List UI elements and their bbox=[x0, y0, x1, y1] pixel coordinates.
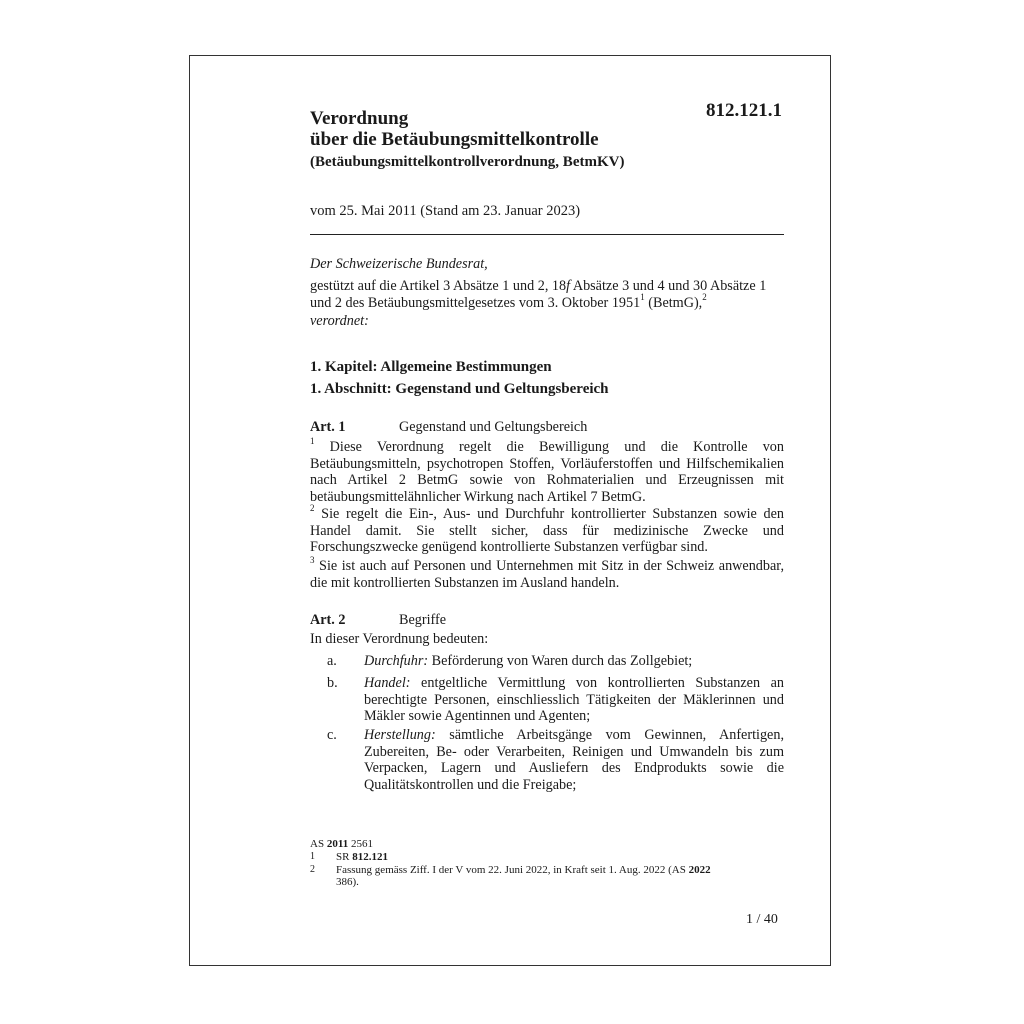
as-year: 2011 bbox=[326, 838, 349, 850]
preamble-authority: Der Schweizerische Bundesrat, bbox=[310, 256, 488, 272]
article-1-paragraph-2 bbox=[310, 503, 784, 556]
footnote-text bbox=[336, 851, 736, 863]
basis-text: Absätze 3 und 4 und 30 Absätze 1 und 2 des Betäubungsmittelgesetzes vom 3. Oktober 1951 bbox=[310, 278, 767, 311]
document-page bbox=[189, 55, 831, 966]
definition: sämtliche Arbeitsgänge vom Gewinnen, Anfertigen, Zubereiten, Be- oder Verarbeiten, Reinigen und Umwandeln bis zum Verpacken, Lagern und Ausliefern des Endprodukts sowie die Qualitätskontrollen und die Freigabe; bbox=[364, 727, 784, 793]
as-prefix: AS bbox=[310, 838, 327, 850]
footnote-ref[interactable]: 1 bbox=[640, 291, 645, 302]
item-text bbox=[364, 653, 784, 670]
footnote-as-year: 2022 bbox=[688, 864, 711, 876]
title-line-2: über die Betäubungsmittelkontrolle bbox=[310, 129, 599, 150]
item-letter: a. bbox=[327, 653, 337, 669]
chapter-heading: 1. Kapitel: Allgemeine Bestimmungen bbox=[310, 359, 552, 375]
footnote-text bbox=[336, 864, 736, 888]
article-2-number: Art. 2 bbox=[310, 612, 346, 628]
as-reference bbox=[310, 838, 373, 850]
basis-letter: f bbox=[566, 278, 571, 294]
article-2-title: Begriffe bbox=[399, 612, 447, 628]
subtitle: (Betäubungsmittelkontrollverordnung, BetmKV) bbox=[310, 154, 625, 170]
article-2-intro: In dieser Verordnung bedeuten: bbox=[310, 631, 489, 647]
item-letter: c. bbox=[327, 727, 337, 743]
as-page: 2561 bbox=[348, 838, 373, 850]
title-rule bbox=[310, 234, 784, 235]
paragraph-number: 1 bbox=[310, 436, 315, 447]
item-text bbox=[364, 675, 784, 725]
preamble-decrees: verordnet: bbox=[310, 313, 369, 329]
item-text bbox=[364, 727, 784, 793]
item-letter: b. bbox=[327, 675, 338, 691]
paragraph-number: 2 bbox=[310, 503, 315, 514]
footnote-2 bbox=[190, 864, 830, 890]
date-line: vom 25. Mai 2011 (Stand am 23. Januar 2023) bbox=[310, 203, 581, 219]
footnote-prefix: SR bbox=[336, 851, 353, 863]
article-1-paragraph-3 bbox=[310, 555, 784, 591]
footnote-number: 2 bbox=[310, 864, 315, 875]
footnote-1 bbox=[190, 851, 830, 865]
footnote-number: 1 bbox=[310, 851, 315, 862]
defined-term: Durchfuhr: bbox=[364, 653, 429, 669]
article-1-number: Art. 1 bbox=[310, 419, 346, 435]
article-1-title: Gegenstand und Geltungsbereich bbox=[399, 419, 588, 435]
footnote-sr: 812.121 bbox=[352, 851, 388, 863]
paragraph-number: 3 bbox=[310, 555, 315, 566]
defined-term: Handel: bbox=[364, 675, 411, 691]
sr-number: 812.121.1 bbox=[706, 100, 782, 121]
footnote-ref[interactable]: 2 bbox=[702, 291, 707, 302]
preamble-basis bbox=[310, 278, 784, 311]
definition: entgeltliche Vermittlung von kontrollierten Substanzen an berechtigte Personen, einschliesslich Tätigkeiten der Mäklerinnen und Mäkler sowie Agentinnen und Agenten; bbox=[364, 675, 784, 724]
defined-term: Herstellung: bbox=[364, 727, 436, 743]
paragraph-text: Diese Verordnung regelt die Bewilligung und die Kontrolle von Betäubungsmitteln, psychotropen Stoffen, Vorläuferstoffen und Hilfschemikalien nach Artikel 2 BetmG sowie von Rohmaterialien und Erzeugnissen mit betäubungsmittelähnlicher Wirkung nach Artikel 7 BetmG. bbox=[310, 439, 784, 505]
title-line-1: Verordnung bbox=[310, 108, 409, 129]
basis-text: (BetmG), bbox=[644, 294, 703, 311]
basis-text: gestützt auf die Artikel 3 Absätze 1 und 2, 18 bbox=[310, 278, 567, 294]
section-heading: 1. Abschnitt: Gegenstand und Geltungsbereich bbox=[310, 381, 609, 397]
footnote-suffix: 386). bbox=[336, 876, 359, 888]
page-number: 1 / 40 bbox=[746, 912, 778, 927]
footnote-body: Fassung gemäss Ziff. I der V vom 22. Juni 2022, in Kraft seit 1. Aug. 2022 (AS bbox=[336, 864, 689, 876]
paragraph-text: Sie ist auch auf Personen und Unternehmen mit Sitz in der Schweiz anwendbar, die mit kontrollierten Substanzen im Ausland handeln. bbox=[310, 558, 784, 591]
paragraph-text: Sie regelt die Ein-, Aus- und Durchfuhr kontrollierter Substanzen sowie den Handel damit. Sie stellt sicher, dass für medizinische Zwecke und Forschungszwecke genügend kontrollierte Substanzen verfügbar sind. bbox=[310, 506, 784, 555]
article-1-paragraph-1 bbox=[310, 436, 784, 505]
definition: Beförderung von Waren durch das Zollgebiet; bbox=[428, 653, 693, 669]
